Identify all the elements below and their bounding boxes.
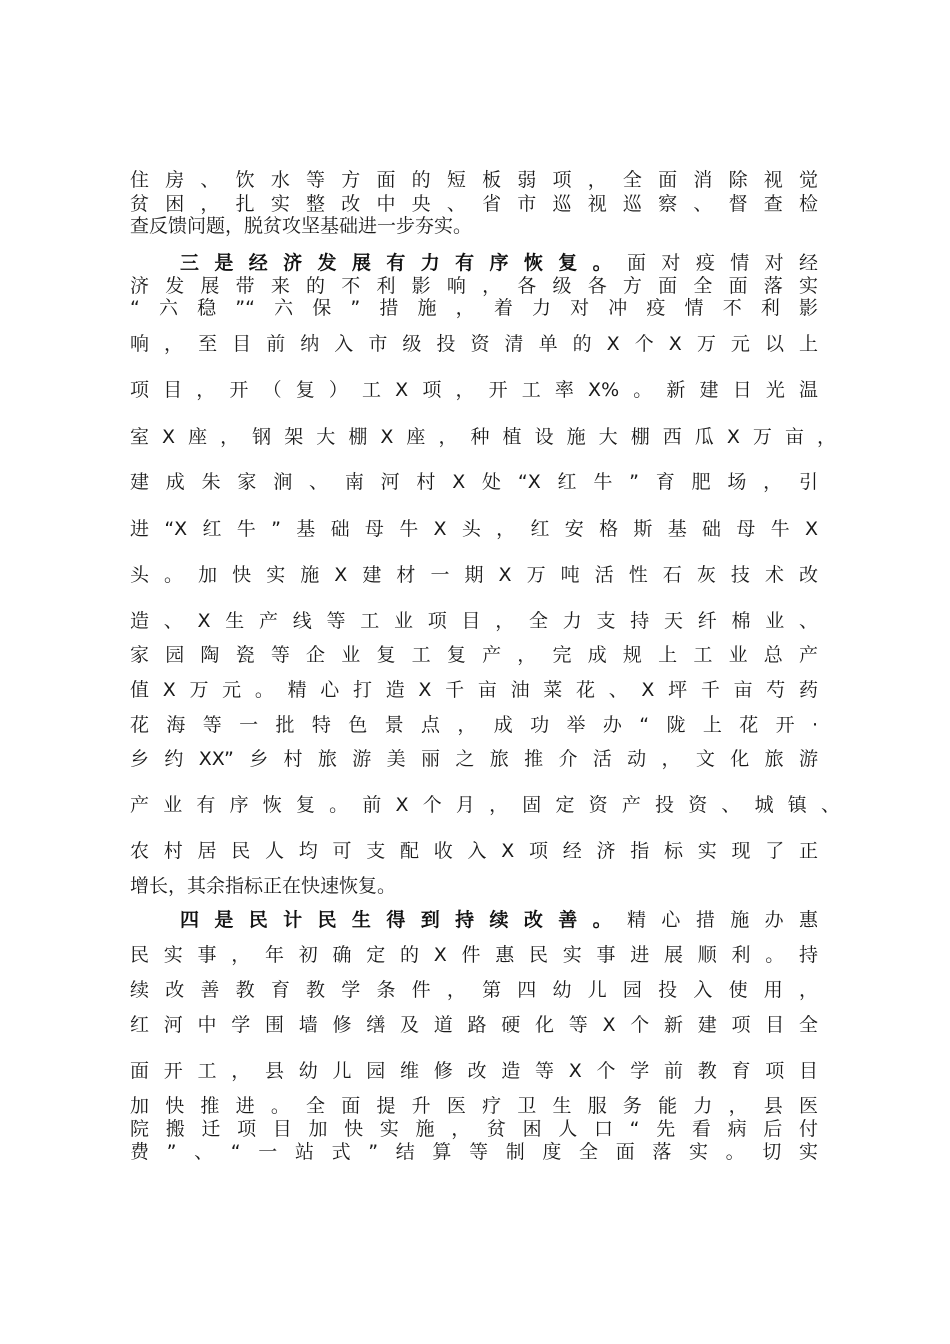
body-text-line: 项目，开（复）工X项，开工率X%。新建日光温 (130, 379, 818, 401)
body-text-line: 民实事，年初确定的X件惠民实事进展顺利。持 (130, 944, 818, 966)
body-text-line: 费”、“一站式”结算等制度全面落实。切实 (130, 1141, 818, 1163)
paragraph-start-line (180, 908, 818, 932)
section-heading: 四是民计民生得到持续改善。 (180, 909, 628, 931)
body-text-line: 进“X红牛”基础母牛X头，红安格斯基础母牛X (130, 518, 818, 540)
body-text-line: 查反馈问题，脱贫攻坚基础进一步夯实。 (130, 215, 473, 237)
body-text-line: 加快推进。全面提升医疗卫生服务能力，县医 (130, 1095, 818, 1117)
body-text: 精心措施办惠 (627, 909, 818, 931)
body-text-line: 续改善教育教学条件，第四幼儿园投入使用， (130, 979, 818, 1001)
section-heading: 三是经济发展有力有序恢复。 (180, 252, 628, 274)
body-text-line: “六稳”“六保”措施，着力对冲疫情不利影 (130, 297, 818, 319)
body-text-line: 乡约XX”乡村旅游美丽之旅推介活动，文化旅游 (130, 748, 818, 770)
body-text-line: 值X万元。精心打造X千亩油菜花、X坪千亩芍药 (130, 679, 818, 701)
body-text-line: 住房、饮水等方面的短板弱项，全面消除视觉 (130, 169, 818, 191)
body-text-line: 产业有序恢复。前X个月，固定资产投资、城镇、 (130, 794, 840, 816)
body-text-line: 贫困，扎实整改中央、省市巡视巡察、督查检 (130, 193, 818, 215)
body-text-line: 建成朱家涧、南河村X处“X红牛”育肥场，引 (130, 471, 818, 493)
body-text-line: 头。加快实施X建材一期X万吨活性石灰技术改 (130, 564, 818, 586)
body-text-line: 增长，其余指标正在快速恢复。 (130, 875, 397, 897)
body-text-line: 面开工，县幼儿园维修改造等X个学前教育项目 (130, 1060, 818, 1082)
body-text-line: 济发展带来的不利影响，各级各方面全面落实 (130, 275, 818, 297)
body-text-line: 家园陶瓷等企业复工复产，完成规上工业总产 (130, 644, 818, 666)
body-text-line: 造、X生产线等工业项目，全力支持天纤棉业、 (130, 610, 818, 632)
body-text-line: 农村居民人均可支配收入X项经济指标实现了正 (130, 840, 818, 862)
body-text-line: 花海等一批特色景点，成功举办“陇上花开· (130, 714, 818, 736)
body-text-line: 院搬迁项目加快实施，贫困人口“先看病后付 (130, 1118, 818, 1140)
body-text-line: 室X座，钢架大棚X座，种植设施大棚西瓜X万亩， (130, 426, 836, 448)
body-text: 面对疫情对经 (627, 252, 818, 274)
body-text-line: 响，至目前纳入市级投资清单的X个X万元以上 (130, 333, 818, 355)
paragraph-start-line (180, 251, 818, 275)
body-text-line: 红河中学围墙修缮及道路硬化等X个新建项目全 (130, 1014, 818, 1036)
